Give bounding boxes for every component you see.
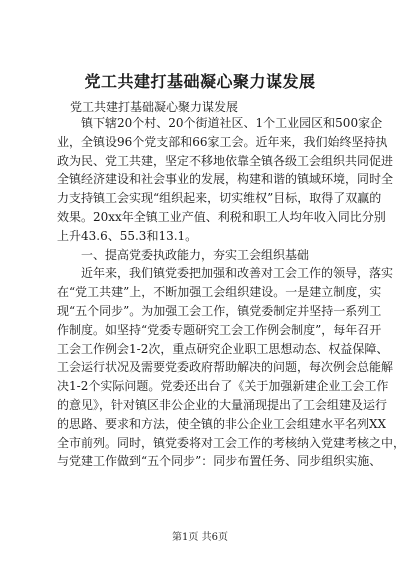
paragraph-line: 力支持镇工会实现“组织起来，切实维权”目标，取得了双赢的 [57, 191, 382, 206]
document-subtitle: 党工共建打基础凝心聚力谋发展 [70, 100, 239, 114]
paragraph-line: 与党建工作做到“五个同步”：同步布置任务、同步组织实施、 [57, 454, 382, 469]
section-heading: 一、提高党委执政能力，夯实工会组织基础 [81, 247, 310, 262]
paragraph-line: 近年来，我们镇党委把加强和改善对工会工作的领导，落实 [81, 266, 394, 281]
paragraph-line: 工会运行状况及需要党委政府帮助解决的问题，每次例会总能解 [57, 360, 394, 375]
page-number-footer: 第1页 共6页 [172, 532, 228, 543]
paragraph-line: 现“五个同步”。为加强工会工作，镇党委制定并坚持一系列工 [57, 303, 382, 318]
document-body [57, 114, 405, 471]
paragraph-line: 决1-2个实际问题。党委还出台了《关于加强新建企业工会工作 [57, 379, 389, 394]
paragraph-line: 效果。20xx年全镇工业产值、利税和职工人均年收入同比分别 [57, 209, 386, 224]
paragraph-line: 的意见》，针对镇区非公企业的大量涌现提出了工会组建及运行 [57, 397, 388, 412]
paragraph-line: 政为民、党工共建，坚定不移地依靠全镇各级工会组织共同促进 [57, 153, 394, 168]
paragraph-line: 业，全镇设96个党支部和66家工会。近年来，我们始终坚持执 [57, 134, 388, 149]
paragraph-line: 上升43.6、55.3和13.1。 [57, 228, 198, 243]
paragraph-line: 的思路、要求和方法，使全镇的非公企业工会组建水平名列XX [57, 416, 387, 431]
paragraph-line: 全市前列。同时，镇党委将对工会工作的考核纳入党建考核之中， [57, 435, 405, 450]
paragraph-line: 全镇经济建设和社会事业的发展，构建和谐的镇域环境，同时全 [57, 172, 394, 187]
paragraph-line: 工会工作例会1-2次，重点研究企业职工思想动态、权益保障、 [57, 341, 389, 356]
paragraph-line: 在“党工共建”上，不断加强工会组织建设。一是建立制度，实 [57, 285, 382, 300]
paragraph-line: 镇下辖20个村、20个街道社区、1个工业园区和500家企 [81, 116, 383, 130]
paragraph-line: 作制度。如坚持“党委专题研究工会工作例会制度”，每年召开 [57, 322, 382, 337]
document-title: 党工共建打基础凝心聚力谋发展 [84, 72, 316, 91]
